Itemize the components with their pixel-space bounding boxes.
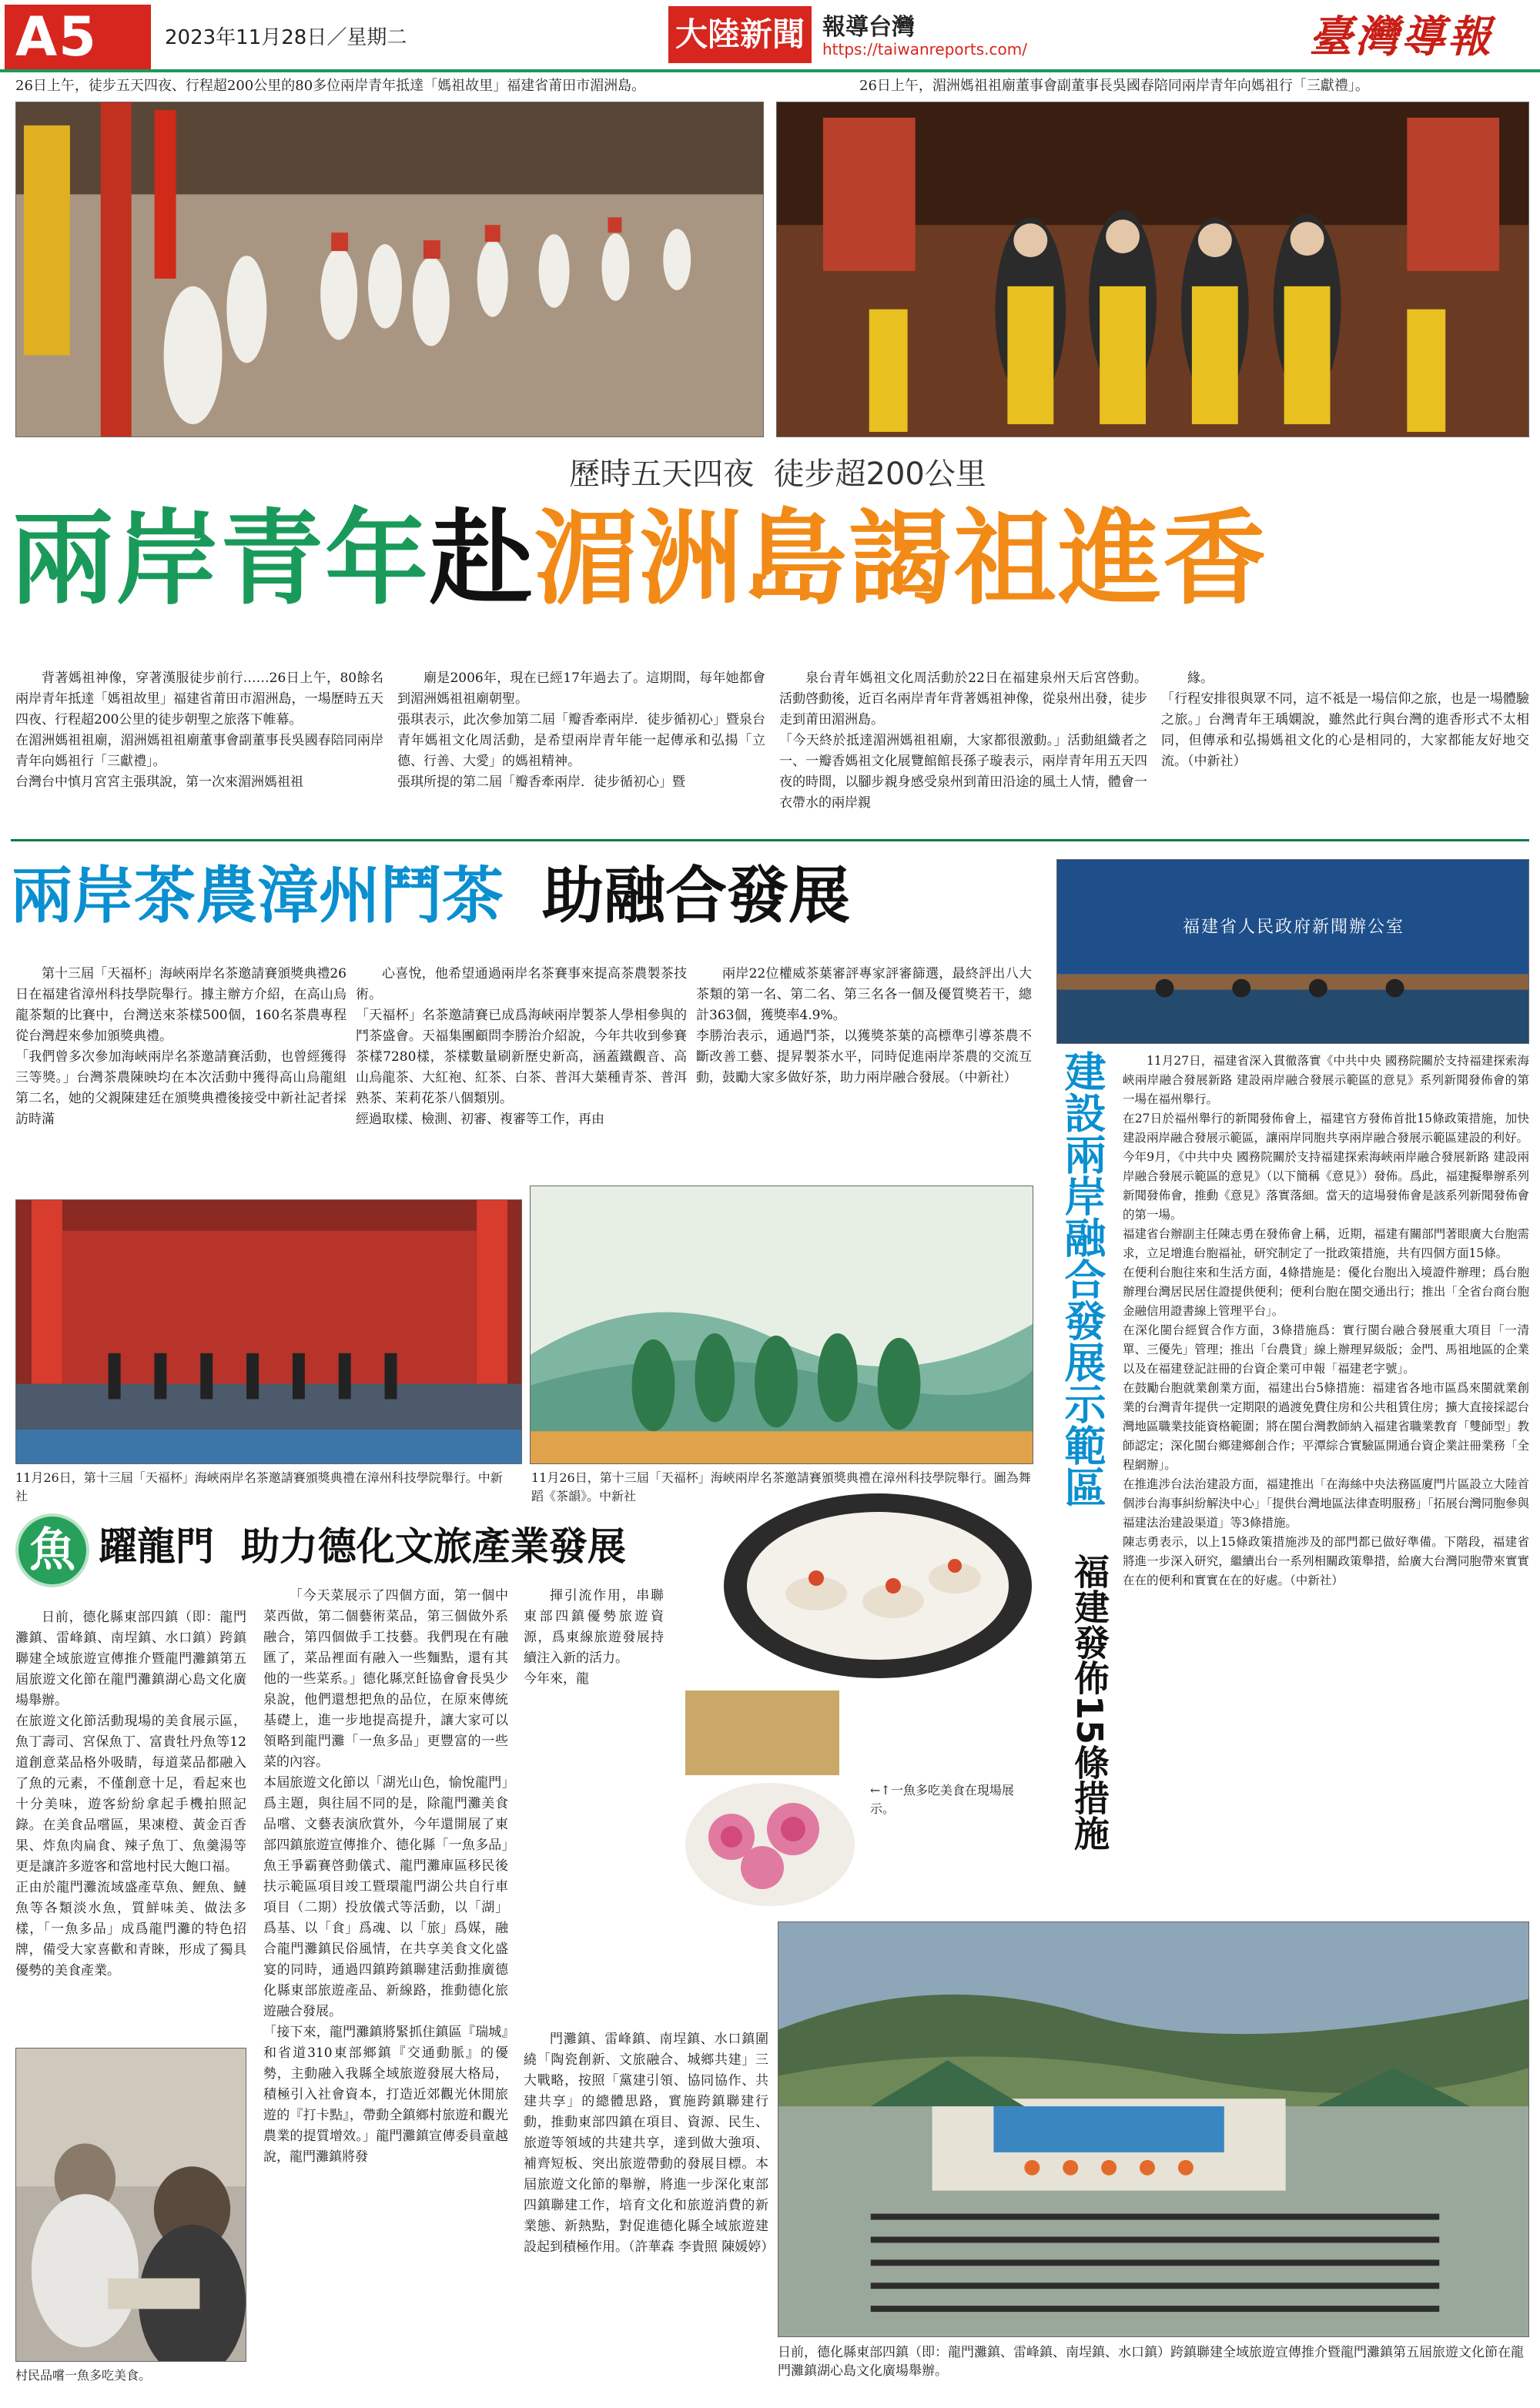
photo-tea-dance [530, 1186, 1033, 1464]
story2-headline-blue: 兩岸茶農漳州鬥茶 [11, 860, 504, 931]
story4-headline: 躍龍門 助力德化文旅產業發展 [99, 1524, 626, 1569]
reporter-name: 報導台灣 [822, 14, 915, 41]
story2-col-2: 心喜悅，他希望通過兩岸名茶賽事來提高茶農製茶技術。 「天福杯」名茶邀請賽已成爲海峽兩岸製茶人學相參與的鬥茶盛會。天福集團顧問李勝治介紹說，今年共收到參賽茶樣7280樣，茶樣數量刷新歷史新高，涵蓋鐵觀音、高山烏龍茶、大紅袍、紅茶、白茶、普洱大葉種青茶、普洱熟茶、茉莉花茶八個類別。 經過取樣、檢測、初審、複審等工作，再由 [356, 966, 687, 1127]
story2-headline [11, 850, 1058, 942]
story1-col-1: 背著媽祖神像，穿著漢服徒步前行……26日上午，80餘名兩岸青年抵達「媽祖故里」福建省莆田市湄洲島，一場歷時五天四夜、行程超200公里的徒步朝聖之旅落下帷幕。 在湄洲媽祖祖廟，湄洲媽祖祖廟董事會副董事長吳國春陪同兩岸青年向媽祖行「三獻禮」。 台灣台中慎月宮宮主張琪說，第一次來湄洲媽祖祖 [15, 671, 383, 790]
story1-headline-orange: 湄洲島謁祖進香 [534, 499, 1268, 619]
site-url[interactable]: https://taiwanreports.com/ [822, 40, 1027, 59]
photo-fish-dishes [678, 1486, 1035, 1694]
story4-col-3b: 門灘鎮、雷峰鎮、南埕鎮、水口鎮圍繞「陶瓷創新、文旅融合、城鄉共建」三大戰略，按照「黨建引領、協同協作、共建共享」的總體思路，實施跨鎮聯建行動，推動東部四鎮在項目、資源、民生、旅遊等領域的共建共享，達到做大強項、補齊短板、突出旅遊帶動的發展目標。本屆旅遊文化節的舉辦，將進一步深化東部四鎮聯建工作，培育文化和旅遊消費的新業態、新熱點，對促進德化縣全域旅遊建設起到積極作用。（許華森 李貴照 陳媛婷） [524, 2032, 775, 2255]
story3-vertical-headline-blue: 建設兩岸融合發展示範區 [1058, 1050, 1106, 1507]
photo-press-conference [1056, 859, 1529, 1044]
tea-caption-right: 11月26日，第十三屆「天福杯」海峽兩岸名茶邀請賽頒獎典禮在漳州科技學院舉行。圖為舞蹈《茶韻》。中新社 [531, 1470, 1031, 1503]
story4-col-2: 「今天菜展示了四個方面，第一個中菜西做，第二個藝術菜品，第三個做外系融合，第四個做手工技藝。我們現在有融匯了，菜品裡面有融入一些麵點，還有其他的一些菜系。」德化縣烹飪協會會長吳少泉說，他們還想把魚的品位，在原來傳統基礎上，進一步地提高提升，讓大家可以領略到龍門灘「一魚多品」更豐富的一些菜的內容。 本屆旅遊文化節以「湖光山色，愉悅龍門」爲主題，與往屆不同的是，除龍門灘美食品嚐、文藝表演欣賞外，今年還開展了東部四鎮旅遊宣傳推介、德化縣「一魚多品」魚王爭霸賽啓動儀式、龍門灘庫區移民後扶示範區項目竣工暨環龍門湖公共自行車項目（二期）投放儀式等活動，以「湖」爲基、以「食」爲魂、以「旅」爲媒，融合龍門灘鎮民俗風情，在共享美食文化盛宴的同時，通過四鎮跨鎮聯建活動推廣德化縣東部旅遊產品、新線路，推動德化旅遊融合發展。 「接下來，龍門灘鎮將緊抓住鎮區『瑞城』和省道310東部鄉鎮『交通動脈』的優勢，主動融入我縣全域旅遊發展大格局，積極引入社會資本，打造近郊觀光休閒旅遊的『打卡點』，帶動全鎮鄉村旅遊和觀光農業的提質增效。」龍門灘鎮宣傳委員童越說，龍門灘鎮將發 [263, 1588, 508, 2165]
date-line: 2023年11月28日／星期二 [165, 26, 407, 49]
photo-youth-march [15, 102, 764, 437]
story1-col-2: 廟是2006年，現在已經17年過去了。這期間，每年她都會到湄洲媽祖祖廟朝聖。 張琪表示，此次參加第二屆「瓣香牽兩岸．徒步循初心」暨泉台青年媽祖文化周活動，是希望兩岸青年能一起傳承和弘揚「立德、行善、大愛」的媽祖精神。 張琪所提的第二屆「瓣香牽兩岸．徒步循初心」暨 [397, 671, 765, 790]
story1-col-4: 緣。 「行程安排很與眾不同，這不祗是一場信仰之旅，也是一場體驗之旅。」台灣青年王瑀嫻說，雖然此行與台灣的進香形式不太相同，但傳承和弘揚媽祖文化的心是相同的，大家都能友好地交流。（中新社） [1161, 671, 1529, 769]
story2-col-3: 兩岸22位權威茶葉審評專家評審篩選，最終評出八大茶類的第一名、第二名、第三名各一個及優質獎若干，總計363個，獲獎率4.9%。 李勝治表示，通過鬥茶，以獲獎茶葉的高標準引導茶農不斷改善工藝、提昇製茶水平，同時促進兩岸茶農的交流互動，鼓勵大家多做好茶，助力兩岸融合發展。（中新社） [696, 966, 1032, 1085]
press-banner-text: 福建省人民政府新聞辦公室 [1182, 918, 1404, 937]
photo-tea-award-ceremony [15, 1199, 522, 1464]
story1-kicker: 歷時五天四夜 徒步超200公里 [569, 457, 986, 492]
photo-three-offerings [776, 102, 1529, 437]
paper-logo: 臺灣導報 [1309, 12, 1494, 62]
story3-body: 11月27日，福建省深入貫徹落實《中共中央 國務院關於支持福建探索海峽兩岸融合發展新路 建設兩岸融合發展示範區的意見》系列新聞發佈會的第一場在福州舉行。 在27日於福州舉行的新聞發佈會上，福建官方發佈首批15條政策措施，加快建設兩岸融合發展示範區，讓兩岸同胞共享兩岸融合發展示範區建設的利好。 今年9月，《中共中央 國務院關於支持福建探索海峽兩岸融合發展新路 建設兩岸融合發展示範區的意見》（以下簡稱《意見》）發佈。爲此，福建擬舉辦系列新聞發佈會，推動《意見》落實落細。當天的這場發佈會是該系列新聞發佈會的第一場。 福建省台辦副主任陳志勇在發佈會上稱，近期，福建有關部門著眼廣大台胞需求，立足增進台胞福祉，研究制定了一批政策措施，共有四個方面15條。 在便利台胞往來和生活方面，4條措施是：優化台胞出入境證件辦理；爲台胞辦理台灣居民居住證提供便利；便利台胞在閩交通出行；推出「全省台商台胞金融信用證書線上管理平台」。 在深化閩台經貿合作方面，3條措施爲：實行閩台融合發展重大項目「一清單、三優先」管理；推出「台農貸」線上辦理昇級版；金門、馬祖地區的企業以及在福建登記註冊的台資企業可申報「福建老字號」。 在鼓勵台胞就業創業方面，福建出台5條措施：福建省各地市區爲來閩就業創業的台灣青年提供一定期限的過渡免費住房和公共租賃住房；擴大直接採認台灣地區職業技能資格範圍；將在閩台灣教師納入福建省職業教育「雙師型」教師認定；深化閩台鄉建鄉創合作；平潭綜合實驗區開通台資企業註冊業務「全程網辦」。 在推進涉台法治建設方面，福建推出「在海絲中央法務區廈門片區設立大陸首個涉台海事糾紛解決中心」「提供台灣地區法律查明服務」「拓展台灣同胞參與福建法治建設渠道」等3條措施。 陳志勇表示，以上15條政策措施涉及的部門都已做好準備。下階段，福建省將進一步深入研究，繼續出台一系列相關政策舉措，給廣大台灣同胞帶來實實在在的便利和實實在在的好處。（中新社） [1123, 1054, 1529, 1587]
story1-col-3: 泉台青年媽祖文化周活動於22日在福建泉州天后宮啓動。活動啓動後，近百名兩岸青年背著媽祖神像，從泉州出發，徒步走到莆田湄洲島。 「今天終於抵達湄洲媽祖祖廟，大家都很激動。」活動組織者之一、一瓣香媽祖文化展覽館館長孫子璇表示，兩岸青年用五天四夜的時間，以腳步親身感受泉州到莆田沿途的風土人情，體會一衣帶水的兩岸親 [779, 671, 1147, 811]
story2-headline-black: 助融合發展 [542, 860, 850, 931]
masthead-rule [0, 69, 1540, 72]
story1-headline [11, 497, 1529, 620]
page-code: A5 [5, 5, 151, 69]
story2-col-1: 第十三屆「天福杯」海峽兩岸名茶邀請賽頒獎典禮26日在福建省漳州科技學院舉行。據主辦方介紹，在高山烏龍茶類的比賽中，台灣送來茶樣500個，160名茶農專程從台灣趕來參加頒獎典禮。 「我們曾多次參加海峽兩岸名茶邀請賽活動，也曾經獲得三等獎。」台灣茶農陳映均在本次活動中獲得高山烏龍組第二名，她的父親陳建廷在頒獎典禮後接受中新社記者採訪時滿 [15, 966, 346, 1127]
photo-festival-aerial [778, 1921, 1529, 2337]
village-caption: 村民品嚐一魚多吃美食。 [15, 2368, 152, 2383]
story4-col-3a: 揮引流作用，串聯東部四鎮優勢旅遊資源，爲東線旅遊發展持續注入新的活力。 今年來，龍 [524, 1588, 664, 1687]
tea-caption-left: 11月26日，第十三屆「天福杯」海峽兩岸名茶邀請賽頒獎典禮在漳州科技學院舉行。中新社 [15, 1470, 503, 1503]
masthead [0, 0, 1540, 72]
section-title: 大陸新聞 [668, 6, 812, 63]
photo-villagers [15, 2048, 246, 2362]
story3-vertical-headline-black: 福建發佈15條措施 [1069, 1553, 1110, 1851]
story4-badge-char: 魚 [29, 1523, 75, 1577]
story4-badge [15, 1513, 89, 1587]
story1-headline-green: 兩岸青年 [11, 499, 430, 619]
story4-col-1: 日前，德化縣東部四鎮（即：龍門灘鎮、雷峰鎮、南埕鎮、水口鎮）跨鎮聯建全域旅遊宣傳推介暨龍門灘鎮第五屆旅遊文化節在龍門灘鎮湖心島文化廣場舉辦。 在旅遊文化節活動現場的美食展示區，魚丁壽司、宮保魚丁、富貴牡丹魚等12道創意菜品格外吸睛，每道菜品都融入了魚的元素，不僅創意十足，看起來也十分美味，遊客紛紛拿起手機拍照記錄。在美食品嚐區，果凍橙、黃金百香果、炸魚肉扁食、辣子魚丁、魚羹湯等更是讓許多遊客和當地村民大飽口福。 正由於龍門灘流域盛產草魚、鯉魚、鰱魚等各類淡水魚，質鮮味美、做法多樣，「一魚多品」成爲龍門灘的特色招牌，備受大家喜歡和青睞，形成了獨具優勢的美食產業。 [15, 1610, 246, 1978]
festival-caption: 日前，德化縣東部四鎮（即：龍門灘鎮、雷峰鎮、南埕鎮、水口鎮）跨鎮聯建全域旅遊宣傳推介暨龍門灘鎮第五屆旅遊文化節在龍門灘鎮湖心島文化廣場舉辦。 [778, 2345, 1524, 2379]
top-caption-left: 26日上午，徒步五天四夜、行程超200公里的80多位兩岸青年抵達「媽祖故里」福建省莆田市湄洲島。 [15, 78, 646, 94]
divider-1 [11, 839, 1529, 841]
top-caption-right: 26日上午，湄洲媽祖祖廟董事會副董事長吳國春陪同兩岸青年向媽祖行「三獻禮」。 [859, 78, 1369, 94]
photo-fish-peony-dish [678, 1691, 862, 1914]
story1-headline-black: 赴 [430, 499, 535, 619]
food-caption: ←↑一魚多吃美食在現場展示。 [870, 1783, 1014, 1816]
